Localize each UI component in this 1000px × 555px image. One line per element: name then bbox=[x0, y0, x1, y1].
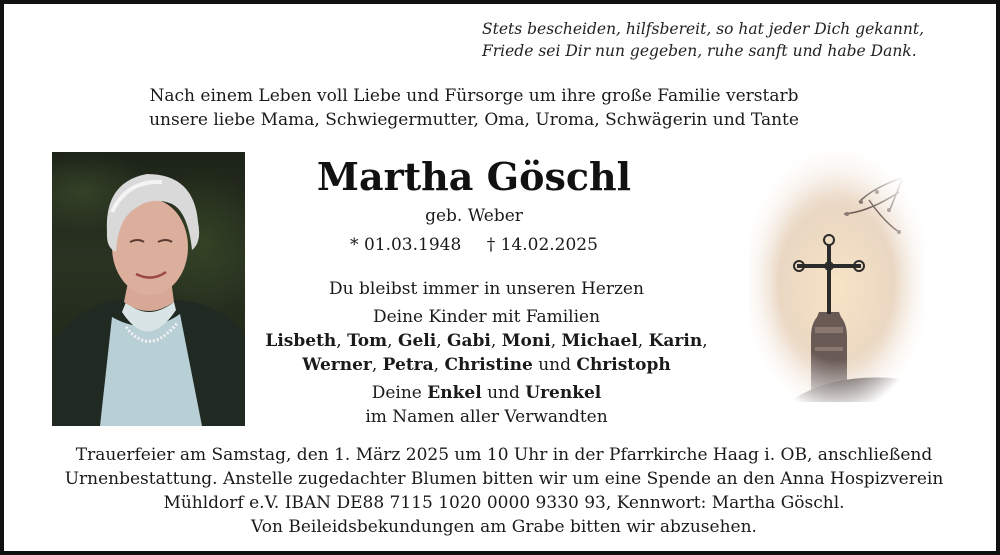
child-name: Christine bbox=[444, 355, 533, 375]
portrait-photo bbox=[52, 152, 245, 426]
greatgrandchildren-label: Urenkel bbox=[525, 383, 602, 403]
children-intro: Deine Kinder mit Familien bbox=[372, 307, 601, 327]
motto-verse bbox=[482, 18, 942, 62]
grandchildren-line bbox=[244, 381, 729, 405]
service-line-2: Urnenbestattung. Anstelle zugedachter Blumen bitten wir um eine Spende an den Anna Hospizverein bbox=[64, 469, 944, 489]
intro-text bbox=[4, 84, 944, 132]
child-name: Michael bbox=[561, 331, 638, 351]
child-name: Lisbeth bbox=[265, 331, 337, 351]
tagline: Du bleibst immer in unseren Herzen bbox=[329, 279, 644, 299]
intro-line-2: unsere liebe Mama, Schwiegermutter, Oma, Uroma, Schwägerin und Tante bbox=[149, 110, 799, 130]
motto-line-2: Friede sei Dir nun gegeben, ruhe sanft und habe Dank. bbox=[482, 42, 917, 60]
cross-image bbox=[749, 152, 924, 402]
service-line-1: Trauerfeier am Samstag, den 1. März 2025 um 10 Uhr in der Pfarrkirche Haag i. OB, anschließend bbox=[75, 445, 933, 465]
child-name: Tom bbox=[347, 331, 388, 351]
child-name: Geli bbox=[397, 331, 437, 351]
grandchildren-label: Enkel bbox=[427, 383, 482, 403]
child-name: Gabi bbox=[447, 331, 491, 351]
birth-name: geb. Weber bbox=[425, 206, 523, 226]
children-names-line-2: Werner, Petra, Christine und Christoph bbox=[302, 355, 671, 375]
child-name: Christoph bbox=[576, 355, 671, 375]
intro-line-1: Nach einem Leben voll Liebe und Fürsorge um ihre große Familie verstarb bbox=[149, 86, 799, 106]
service-line-4: Von Beileidsbekundungen am Grabe bitten wir abzusehen. bbox=[251, 517, 757, 537]
life-dates bbox=[244, 234, 704, 256]
child-name: Petra bbox=[382, 355, 434, 375]
relatives-line: im Namen aller Verwandten bbox=[365, 407, 608, 427]
service-line-3: Mühldorf e.V. IBAN DE88 7115 1020 0000 9330 93, Kennwort: Martha Göschl. bbox=[163, 493, 845, 513]
children-names-line-1: Lisbeth, Tom, Geli, Gabi, Moni, Michael, Karin, bbox=[265, 331, 708, 351]
birth-date: * 01.03.1948 bbox=[350, 235, 462, 255]
child-name: Werner bbox=[302, 355, 372, 375]
grand-prefix: Deine bbox=[371, 383, 422, 403]
child-name: Karin bbox=[648, 331, 703, 351]
conjunction: und bbox=[487, 383, 520, 403]
death-date: † 14.02.2025 bbox=[486, 235, 598, 255]
service-details bbox=[4, 443, 1000, 539]
motto-line-1: Stets bescheiden, hilfsbereit, so hat jeder Dich gekannt, bbox=[482, 20, 925, 38]
conjunction: und bbox=[538, 355, 572, 375]
deceased-name: Martha Göschl bbox=[316, 154, 632, 199]
child-name: Moni bbox=[501, 331, 551, 351]
children-block bbox=[244, 305, 729, 377]
grandchildren-block bbox=[244, 381, 729, 429]
